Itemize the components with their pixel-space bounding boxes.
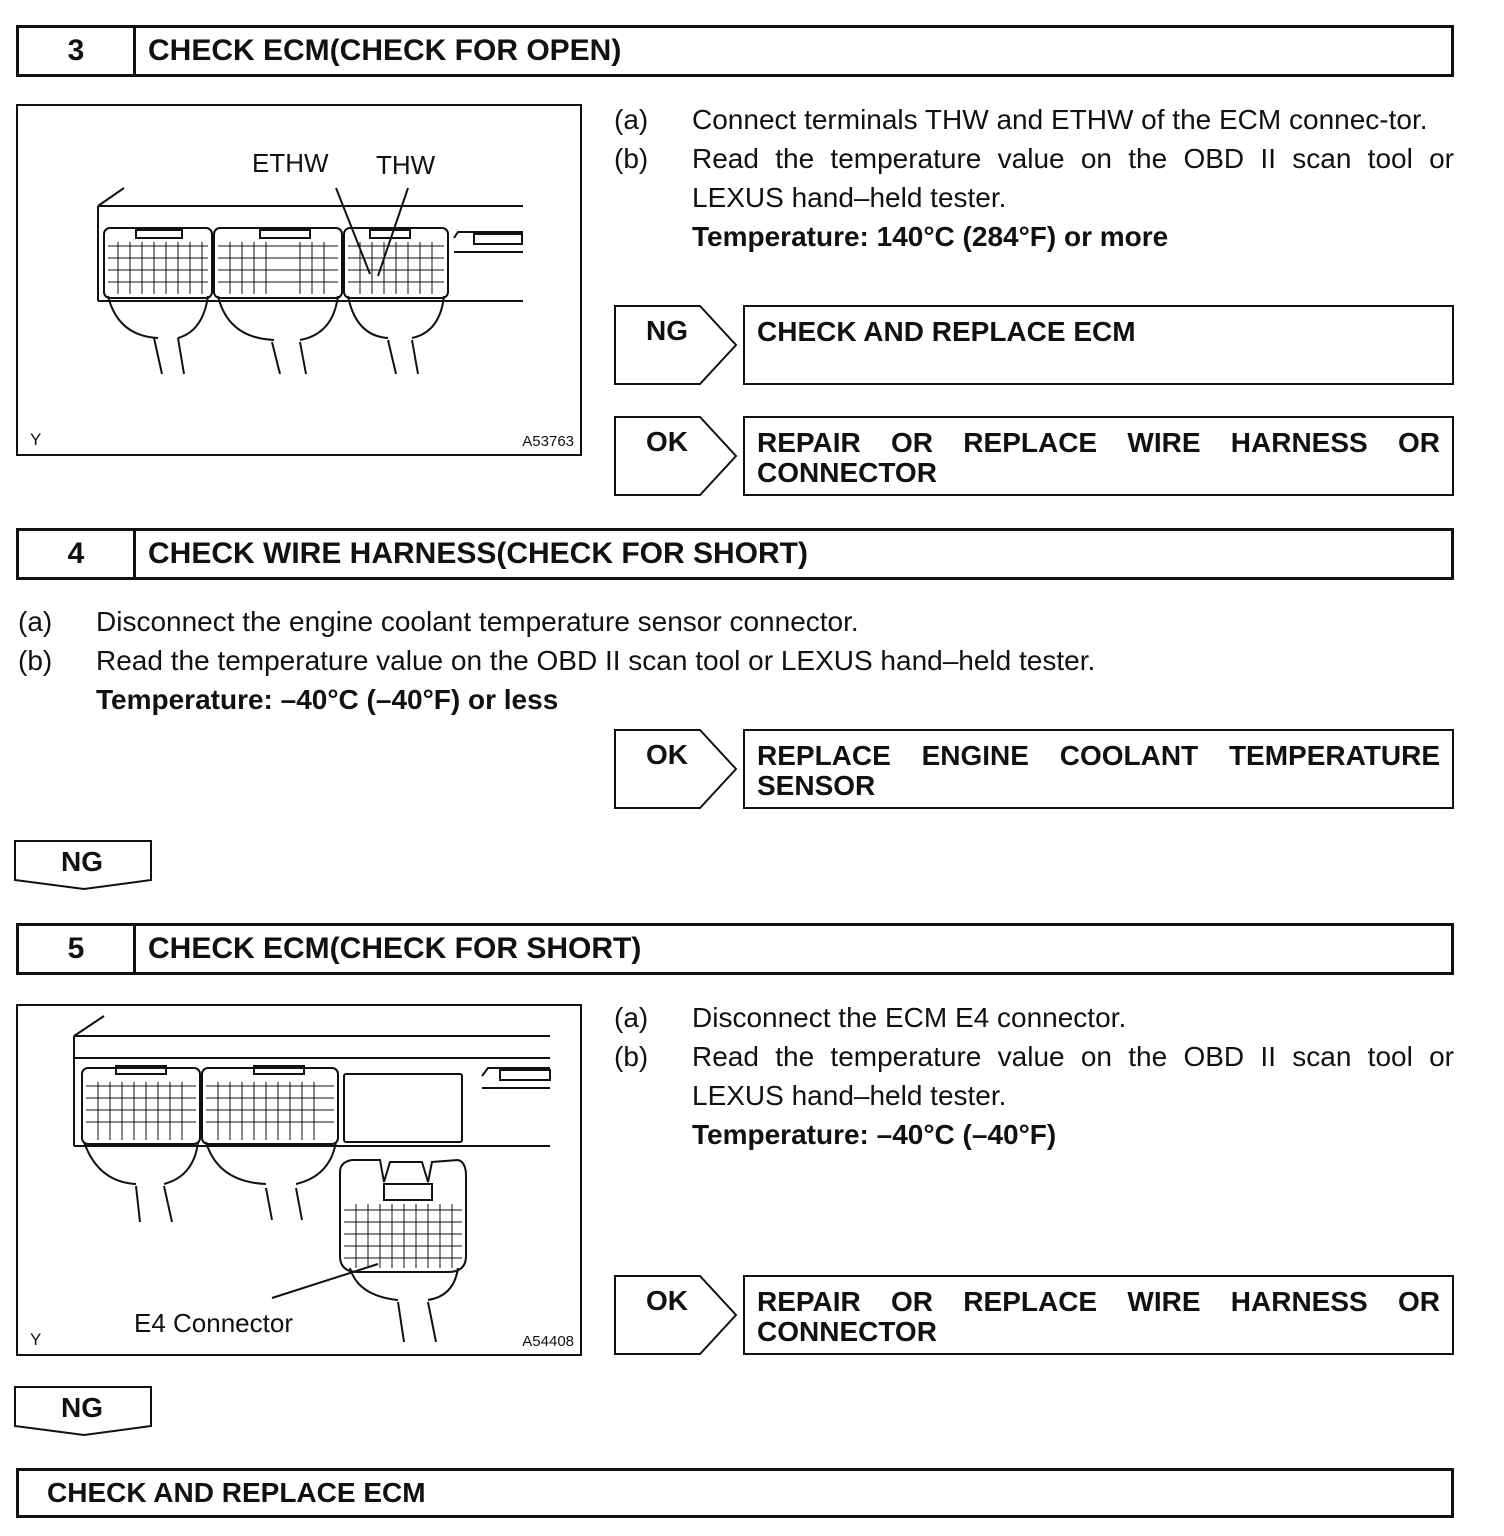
flow-tag-ng — [14, 840, 154, 890]
result-tag-ok — [614, 416, 738, 496]
instruction-key: (b) — [614, 1041, 649, 1072]
instruction-key: (a) — [18, 606, 53, 637]
step-title: CHECK ECM(CHECK FOR OPEN) — [148, 34, 622, 67]
step-title: CHECK ECM(CHECK FOR SHORT) — [148, 932, 642, 965]
spec-value: Temperature: 140°C (284°F) or more — [692, 221, 1169, 252]
ecm-connector-figure-open — [16, 104, 582, 456]
result-action-text: REPAIR OR REPLACE WIRE HARNESS OR CONNECTOR — [757, 427, 1440, 488]
figure-mark: Y — [30, 430, 42, 449]
flow-tag-label: NG — [61, 846, 103, 877]
step-5-instructions — [614, 998, 1454, 1154]
instruction-text: Read the temperature value on the OBD II scan tool or LEXUS hand–held tester. — [96, 645, 1096, 676]
result-tag-label: NG — [646, 315, 688, 346]
instruction-text: Read the temperature value on the OBD II scan tool or LEXUS hand–held tester. — [692, 1041, 1454, 1111]
instruction-row — [614, 139, 1454, 217]
final-action-text: CHECK AND REPLACE ECM — [47, 1477, 426, 1508]
spec-value: Temperature: –40°C (–40°F) — [692, 1119, 1057, 1150]
figure-mark: Y — [30, 1330, 42, 1349]
thw-terminal-label: THW — [376, 150, 436, 180]
result-tag-label: OK — [646, 739, 688, 770]
result-action-box — [743, 729, 1454, 809]
result-tag-label: OK — [646, 1285, 688, 1316]
e4-connector-label: E4 Connector — [134, 1308, 293, 1338]
step-number: 4 — [19, 531, 136, 577]
instruction-row — [614, 100, 1454, 139]
instruction-key: (b) — [614, 143, 649, 174]
step-3-header — [16, 25, 1454, 77]
instruction-text: Connect terminals THW and ETHW of the ECM connec-tor. — [692, 104, 1428, 135]
flow-tag-ng — [14, 1386, 154, 1436]
instruction-key: (a) — [614, 1002, 649, 1033]
step-title: CHECK WIRE HARNESS(CHECK FOR SHORT) — [148, 537, 808, 570]
spec-value: Temperature: –40°C (–40°F) or less — [96, 684, 559, 715]
instruction-text: Read the temperature value on the OBD II scan tool or LEXUS hand–held tester. — [692, 143, 1454, 213]
step-number: 5 — [19, 926, 136, 972]
step-4-header — [16, 528, 1454, 580]
result-action-text: REPLACE ENGINE COOLANT TEMPERATURE SENSOR — [757, 740, 1440, 801]
instruction-text: Disconnect the ECM E4 connector. — [692, 1002, 1127, 1033]
step-4-instructions — [18, 602, 1454, 719]
result-action-box — [743, 1275, 1454, 1355]
result-action-box — [743, 305, 1454, 385]
ecm-connector-figure-short — [16, 1004, 582, 1356]
instruction-row — [614, 998, 1454, 1037]
flow-tag-label: NG — [61, 1392, 103, 1423]
figure-code: A54408 — [522, 1333, 574, 1350]
result-tag-ng — [614, 305, 738, 385]
instruction-row — [614, 1037, 1454, 1115]
result-action-box — [743, 416, 1454, 496]
step-3-instructions — [614, 100, 1454, 256]
step-number: 3 — [19, 28, 136, 74]
ecm-e4-connector-illustration — [18, 1006, 580, 1354]
instruction-text: Disconnect the engine coolant temperature sensor connector. — [96, 606, 859, 637]
spec-row — [614, 1115, 1454, 1154]
result-tag-ok — [614, 729, 738, 809]
result-tag-label: OK — [646, 426, 688, 457]
ethw-terminal-label: ETHW — [252, 148, 329, 178]
instruction-key: (a) — [614, 104, 649, 135]
instruction-row — [18, 641, 1454, 680]
spec-row — [614, 217, 1454, 256]
figure-code: A53763 — [522, 433, 574, 450]
step-5-header — [16, 923, 1454, 975]
spec-row — [18, 680, 1454, 719]
instruction-key: (b) — [18, 645, 53, 676]
result-action-text: REPAIR OR REPLACE WIRE HARNESS OR CONNECTOR — [757, 1286, 1440, 1347]
instruction-row — [18, 602, 1454, 641]
result-tag-ok — [614, 1275, 738, 1355]
result-action-text: CHECK AND REPLACE ECM — [757, 316, 1136, 347]
final-action-box — [16, 1468, 1454, 1518]
